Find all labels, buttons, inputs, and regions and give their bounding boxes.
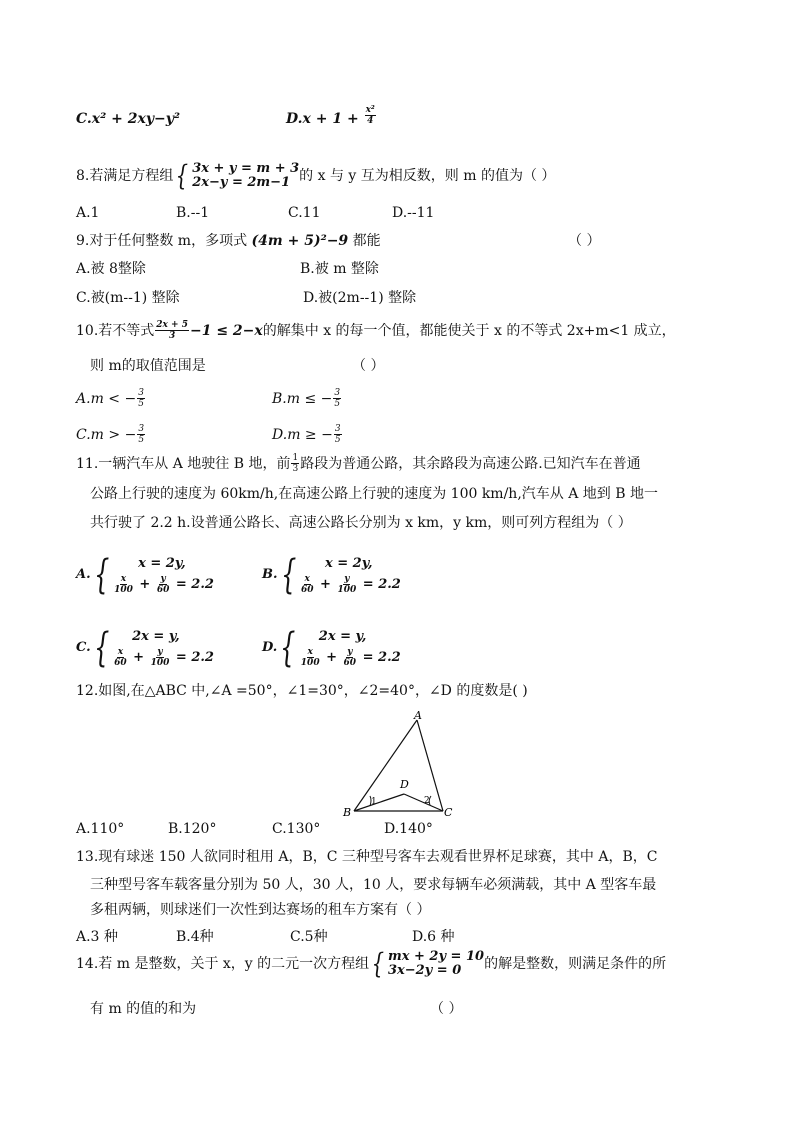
q11-option-a: A. { x = 2y, $\frac{x}{100}$ + $\frac{y}{60}$ = 2.2: [76, 551, 214, 598]
label-angle-1: 1: [371, 797, 377, 807]
q9-answer-paren: （ ）: [568, 233, 601, 249]
q11-stem-line3: 共行驶了 2.2 h.设普通公路长、高速公路长分别为 x km，y km，则可列方程组为（ ）: [90, 515, 632, 531]
q11-stem-line1: 11.一辆汽车从 A 地驶往 B 地，前 $\frac{1}{3}$ 路段为普通公路，其余路段为高速公路.已知汽车在普通: [76, 453, 641, 474]
q14-equation-system: { mx + 2y = 10 3x−2y = 0: [371, 947, 485, 980]
q12-option-d: D.140°: [384, 821, 433, 837]
edge-bd: [354, 794, 404, 811]
q9-option-d: D.被(2m--1) 整除: [303, 290, 417, 306]
q13-option-b: B.4种: [176, 929, 214, 945]
label-d: D: [400, 778, 409, 791]
q10-fraction: $\frac{2x + 5}{3}$: [156, 320, 188, 341]
label-b: B: [343, 806, 352, 819]
q8-option-a: A.1: [76, 205, 100, 221]
q9-option-c: C.被(m--1) 整除: [76, 290, 180, 306]
q10-option-b: B. m ≤ − $\frac{3}{5}$: [272, 388, 341, 409]
q13-option-c: C.5种: [290, 929, 328, 945]
q12-option-a: A.110°: [76, 821, 125, 837]
q7-option-c: C.x² + 2xy−y²: [76, 111, 180, 127]
q12-stem: 12.如图,在△ABC 中,∠A =50°，∠1=30°，∠2=40°，∠D 的度数是( ): [76, 683, 528, 699]
q11-option-d: D. { 2x = y, $\frac{x}{100}$ + $\frac{y}{60}$ = 2.2: [262, 624, 401, 671]
label-a: A: [414, 710, 422, 722]
label-c: C: [444, 806, 453, 819]
q10-option-a: A. m < − $\frac{3}{5}$: [76, 388, 144, 409]
q13-stem-line1: 13.现有球迷 150 人欲同时租用 A，B，C 三种型号客车去观看世界杯足球赛，其中 A，B，C: [76, 849, 658, 865]
q8-option-c: C.11: [288, 205, 321, 221]
q8-equation-system: { 3x + y = m + 3 2x−y = 2m−1: [176, 159, 300, 192]
q9-stem: 9.对于任何整数 m，多项式 (4m + 5)²−9 都能: [76, 233, 381, 249]
q10-stem: 10.若不等式 $\frac{2x + 5}{3}$ −1 ≤ 2−x 的解集中 x 的每一个值，都能使关于 x 的不等式 2x+m<1 成立，: [76, 320, 676, 341]
q14-stem-line2: 有 m 的值的和为: [90, 1001, 197, 1017]
q7-option-d: D.x + 1 + $\frac{\text{x²}}{4}$: [286, 104, 375, 127]
q13-stem-line2: 三种型号客车载客量分别为 50 人，30 人，10 人，要求每辆车必须满载，其中 A 型客车最: [90, 877, 657, 893]
q11-option-b: B. { x = 2y, $\frac{x}{60}$ + $\frac{y}{100}$ = 2.2: [262, 551, 401, 598]
q10-option-d: D. m ≥ − $\frac{3}{5}$: [272, 424, 341, 445]
q13-option-d: D.6 种: [412, 929, 455, 945]
triangle-figure: [340, 710, 460, 820]
q8-option-d: D.--11: [392, 205, 435, 221]
q13-stem-line3: 多租两辆，则球迷们一次性到达赛场的租车方案有（ ）: [90, 902, 431, 918]
q10-answer-paren: （ ）: [352, 358, 385, 374]
q12-option-c: C.130°: [272, 821, 321, 837]
q10-option-c: C. m > − $\frac{3}{5}$: [76, 424, 145, 445]
q7-d-fraction: $\frac{\text{x²}}{4}$: [365, 104, 375, 126]
q11-stem-line2: 公路上行驶的速度为 60km/h,在高速公路上行驶的速度为 100 km/h,汽车从 A 地到 B 地一: [90, 486, 658, 502]
q8-option-b: B.--1: [176, 205, 210, 221]
label-angle-2: 2: [424, 796, 430, 806]
q11-option-c: C. { 2x = y, $\frac{x}{60}$ + $\frac{y}{100}$ = 2.2: [76, 624, 214, 671]
edge-ab: [354, 720, 417, 811]
q14-stem: 14.若 m 是整数，关于 x，y 的二元一次方程组 { mx + 2y = 10 3x−2y = 0 的解是整数，则满足条件的所: [76, 947, 667, 980]
q12-option-b: B.120°: [168, 821, 217, 837]
q8-stem: 8.若满足方程组 { 3x + y = m + 3 2x−y = 2m−1 的 x 与 y 互为相反数，则 m 的值为（ ）: [76, 159, 556, 192]
q14-answer-paren: （ ）: [430, 1001, 463, 1017]
q13-option-a: A.3 种: [76, 929, 118, 945]
q10-stem-line2: 则 m的取值范围是: [90, 358, 206, 374]
q9-option-b: B.被 m 整除: [300, 261, 379, 277]
q9-option-a: A.被 8整除: [76, 261, 146, 277]
